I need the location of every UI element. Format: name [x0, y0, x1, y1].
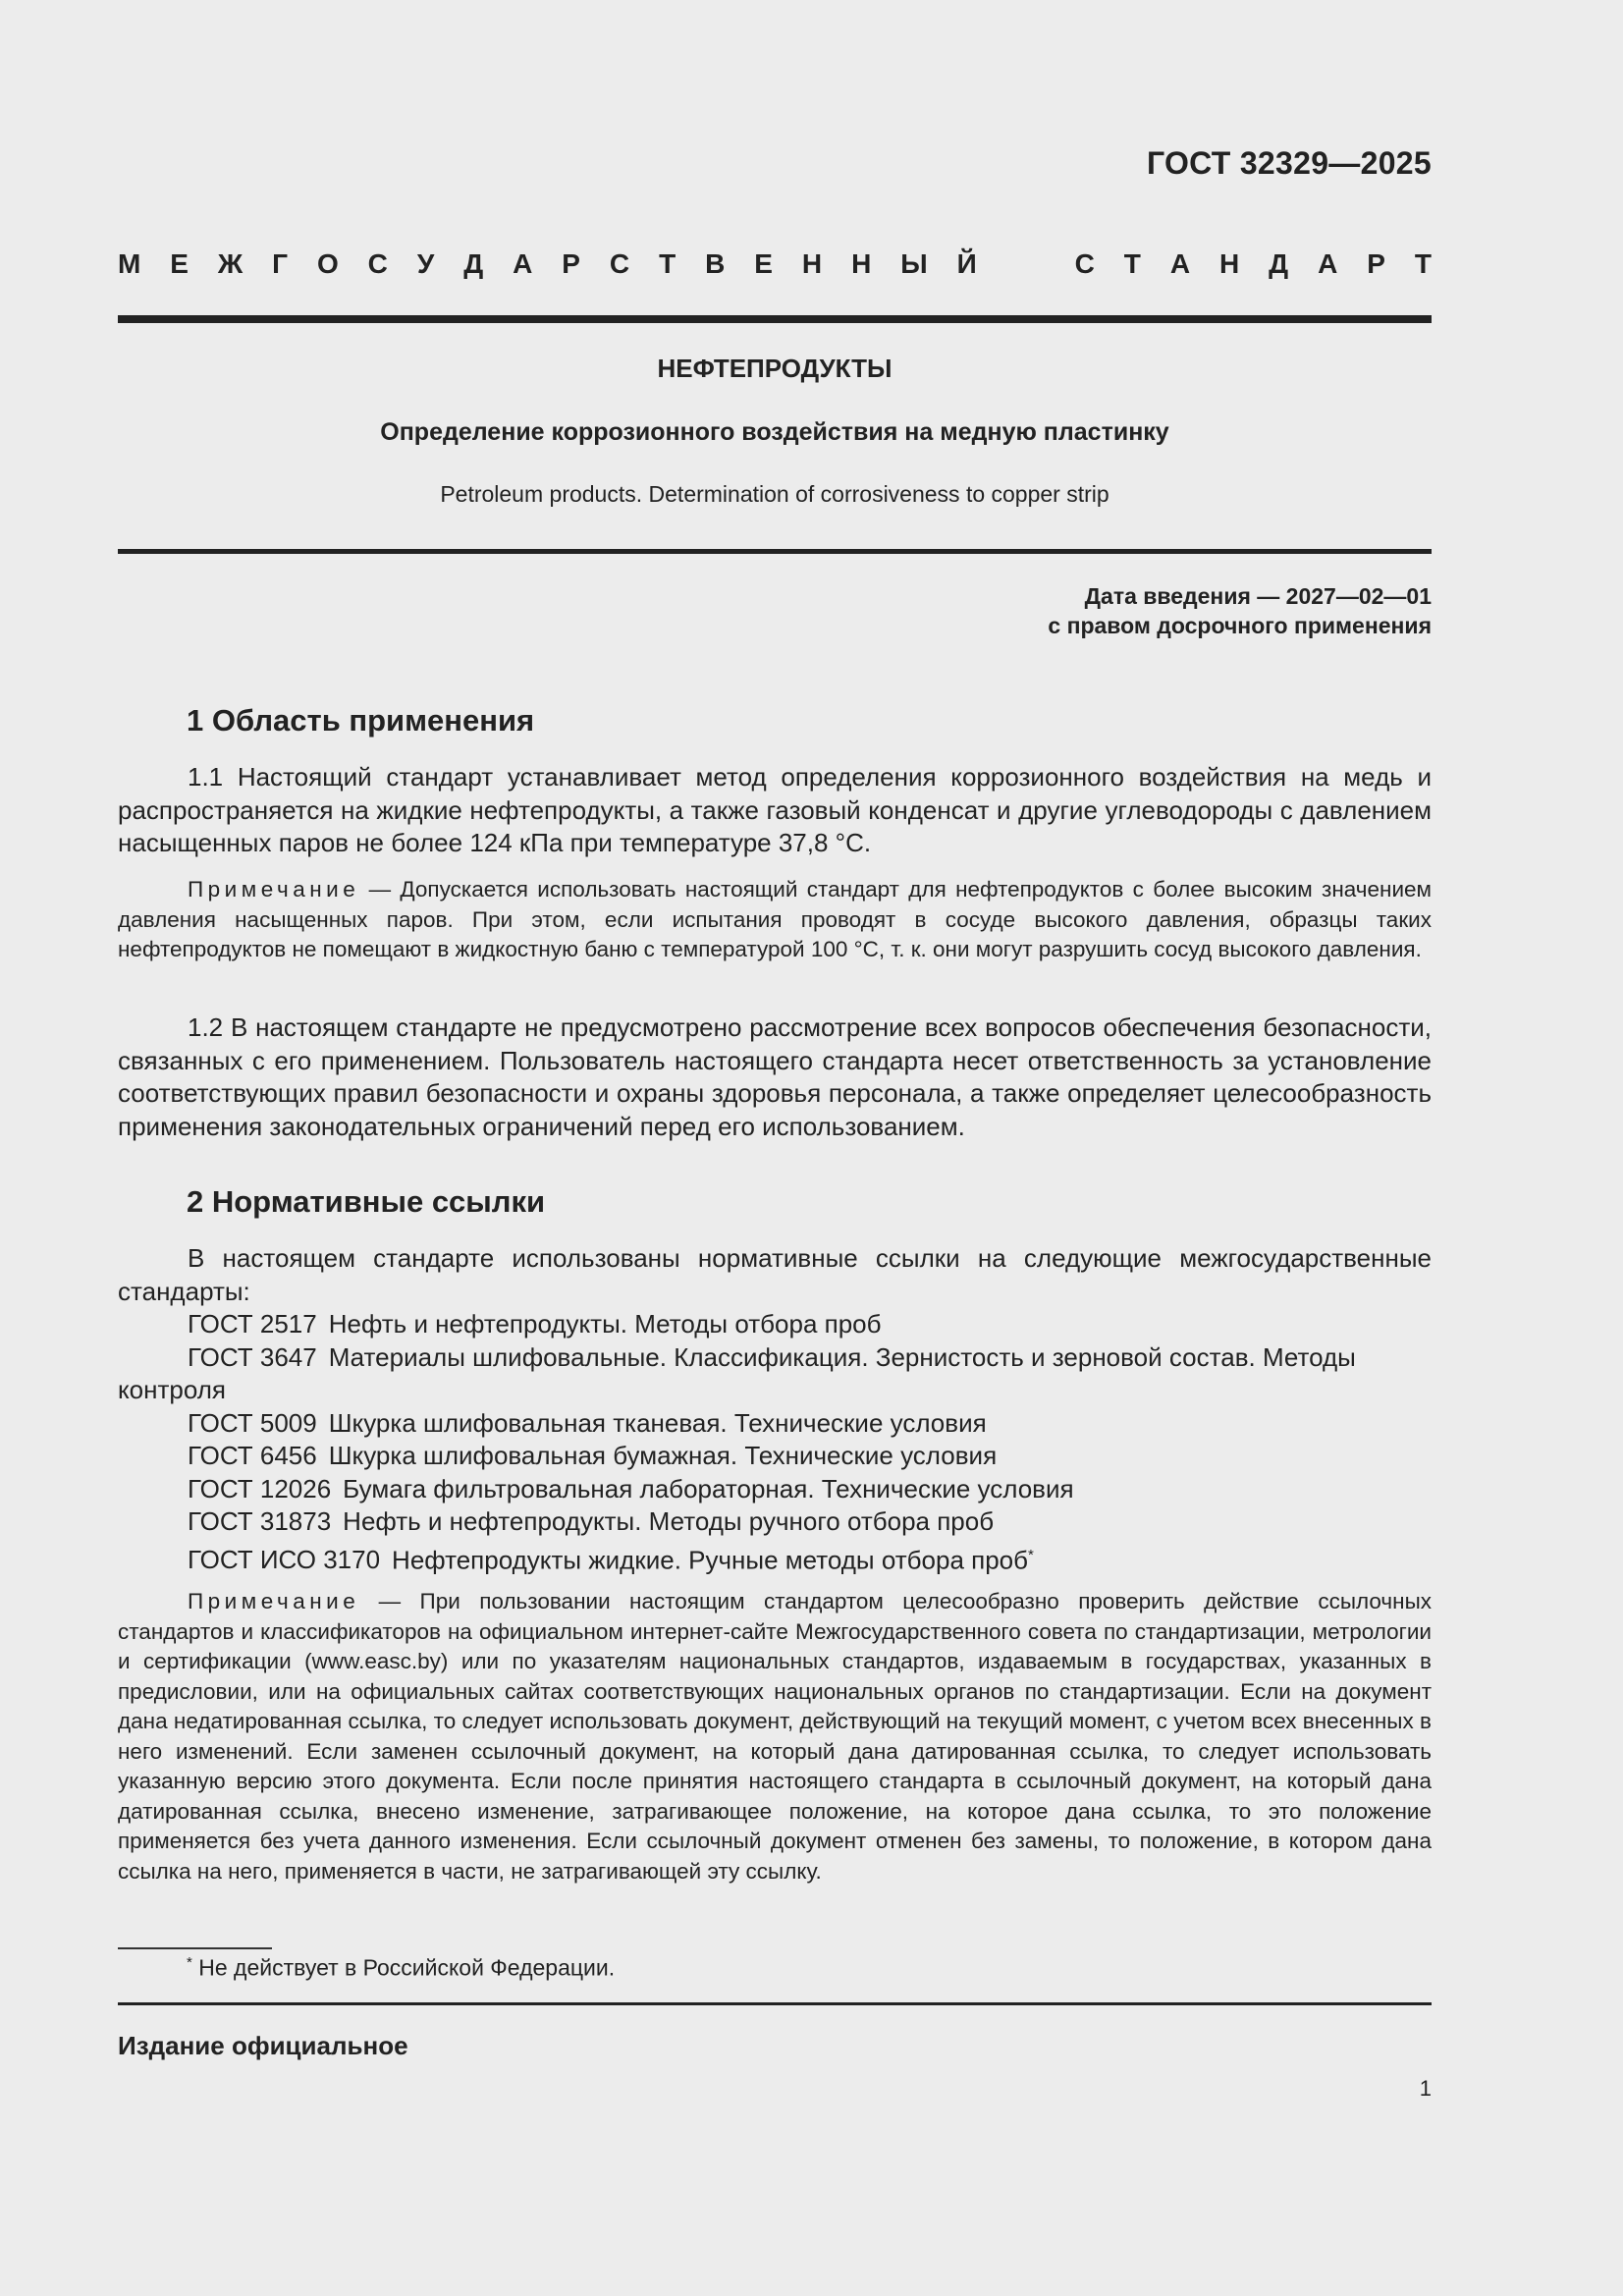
footer-rule	[118, 2002, 1432, 2005]
heading-letter: Т	[1123, 248, 1141, 279]
reference-code: ГОСТ 31873	[188, 1506, 332, 1536]
reference-code: ГОСТ 12026	[188, 1473, 332, 1503]
heading-letter: Т	[1414, 248, 1432, 279]
reference-item	[118, 1341, 1432, 1407]
early-application-line: с правом досрочного применения	[1048, 613, 1432, 638]
heading-letter: Р	[562, 248, 580, 279]
document-title: НЕФТЕПРОДУКТЫ	[657, 354, 893, 383]
heading-letter: С	[1074, 248, 1095, 279]
heading-letter: А	[1318, 248, 1338, 279]
heading-letter: Е	[754, 248, 773, 279]
document-subtitle: Определение коррозионного воздействия на медную пластинку	[380, 418, 1169, 446]
word-gap	[1006, 248, 1046, 280]
note-label: Примечание	[188, 877, 360, 902]
heading-letter: Ы	[900, 248, 928, 279]
reference-title: Бумага фильтровальная лабораторная. Технические условия	[343, 1473, 1074, 1503]
reference-item	[118, 1539, 1432, 1577]
introduction-date	[1048, 581, 1432, 640]
references-list	[118, 1308, 1432, 1577]
reference-title: Нефть и нефтепродукты. Методы отбора проб	[328, 1309, 882, 1339]
reference-title: Шкурка шлифовальная бумажная. Технические условия	[328, 1441, 998, 1470]
heading-letter: В	[705, 248, 726, 279]
section-2-note	[118, 1587, 1432, 1886]
top-rule	[118, 315, 1432, 323]
heading-letter: У	[416, 248, 435, 279]
heading-letter: М	[118, 248, 141, 279]
heading-letter: Н	[801, 248, 823, 279]
footnote-rule	[118, 1947, 272, 1949]
section-2-heading: 2 Нормативные ссылки	[187, 1184, 546, 1219]
heading-letter: Т	[659, 248, 676, 279]
reference-code: ГОСТ 6456	[188, 1441, 317, 1470]
footnote	[187, 1954, 615, 1982]
footnote-text: Не действует в Российской Федерации.	[191, 1954, 616, 1981]
heading-letter: Н	[1219, 248, 1240, 279]
heading-letter: А	[1169, 248, 1191, 279]
heading-letter: Н	[851, 248, 872, 279]
reference-title: Шкурка шлифовальная тканевая. Технические условия	[328, 1407, 987, 1438]
reference-item	[118, 1473, 1432, 1506]
title-rule	[118, 549, 1432, 554]
heading-letter: Ж	[217, 248, 243, 279]
reference-code: ГОСТ 5009	[188, 1407, 317, 1438]
page-number: 1	[1419, 2076, 1432, 2101]
interstate-standard-heading	[118, 248, 1432, 280]
heading-letter: С	[609, 248, 630, 279]
reference-title: Нефтепродукты жидкие. Ручные методы отбора проб	[392, 1545, 1029, 1575]
section-1-note	[118, 875, 1432, 965]
introduction-date-line: Дата введения — 2027—02—01	[1084, 583, 1432, 609]
official-edition-label: Издание официальное	[118, 2031, 408, 2060]
note-text: — Допускается использовать настоящий стандарт для нефтепродуктов с более высоким значением давления насыщенных паров. При этом, если испытания проводят в сосуде высокого давления, образцы таких нефтепродуктов не помещают в жидкостную баню с температурой 100 °С, т. к. они могут разрушить сосуд высокого давления.	[118, 877, 1432, 961]
footnote-mark: *	[1028, 1546, 1034, 1563]
reference-code: ГОСТ 3647	[188, 1341, 317, 1372]
heading-letter: А	[513, 248, 533, 279]
reference-code: ГОСТ 2517	[188, 1309, 317, 1339]
note-label: Примечание	[188, 1589, 360, 1613]
heading-letter: Р	[1367, 248, 1385, 279]
note-text: — При пользовании настоящим стандартом целесообразно проверить действие ссылочных стандартов и классификаторов на официальном интернет-сайте Межгосударственного совета по стандартизации, метрологии и сертификации (www.easc.by) или по указателям национальных стандартов, издаваемым в государствах, указанных в предисловии, или на официальных сайтах соответствующих национальных органов по стандартизации. Если на документ дана недатированная ссылка, то следует использовать документ, действующий на текущий момент, с учетом всех внесенных в него изменений. Если заменен ссылочный документ, на который дана датированная ссылка, то следует использовать указанную версию этого документа. Если после принятия настоящего стандарта в ссылочный документ, на который дана датированная ссылка, внесено изменение, затрагивающее положение, на которое дана ссылка, то это положение применяется без учета данного изменения. Если ссылочный документ отменен без замены, то положение, в котором дана ссылка на него, применяется в части, не затрагивающей эту ссылку.	[118, 1589, 1432, 1884]
reference-item	[118, 1440, 1432, 1473]
heading-letter: Д	[1269, 248, 1289, 279]
footnote-mark: *	[187, 1954, 192, 1971]
reference-code: ГОСТ ИСО 3170	[188, 1545, 381, 1575]
section-1-heading: 1 Область применения	[187, 703, 535, 738]
reference-title: Материалы шлифовальные. Классификация. Зернистость и зерновой состав. Методы контроля	[118, 1341, 1356, 1404]
document-number: ГОСТ 32329—2025	[1146, 145, 1432, 181]
heading-letter: Д	[463, 248, 484, 279]
references-intro: В настоящем стандарте использованы нормативные ссылки на следующие межгосударственные стандарты:	[118, 1243, 1432, 1306]
heading-letter: Й	[956, 248, 977, 279]
reference-title: Нефть и нефтепродукты. Методы ручного отбора проб	[343, 1506, 995, 1536]
heading-letter: Г	[272, 248, 289, 279]
english-title: Petroleum products. Determination of corrosiveness to copper strip	[440, 481, 1109, 507]
clause-1-1: 1.1 Настоящий стандарт устанавливает метод определения коррозионного воздействия на медь и распространяется на жидкие нефтепродукты, а также газовый конденсат и другие углеводороды с давлением насыщенных паров не более 124 кПа при температуре 37,8 °С.	[118, 762, 1432, 857]
heading-letter: С	[367, 248, 388, 279]
clause-1-2: 1.2 В настоящем стандарте не предусмотрено рассмотрение всех вопросов обеспечения безопасности, связанных с его применением. Пользователь настоящего стандарта несет ответственность за установление соответствующих правил безопасности и охраны здоровья персонала, а также определяет целесообразность применения законодательных ограничений перед его использованием.	[118, 1012, 1432, 1141]
reference-item	[118, 1505, 1432, 1539]
reference-item	[118, 1308, 1432, 1341]
heading-letter: О	[316, 248, 339, 279]
reference-item	[118, 1407, 1432, 1441]
heading-letter: Е	[170, 248, 189, 279]
